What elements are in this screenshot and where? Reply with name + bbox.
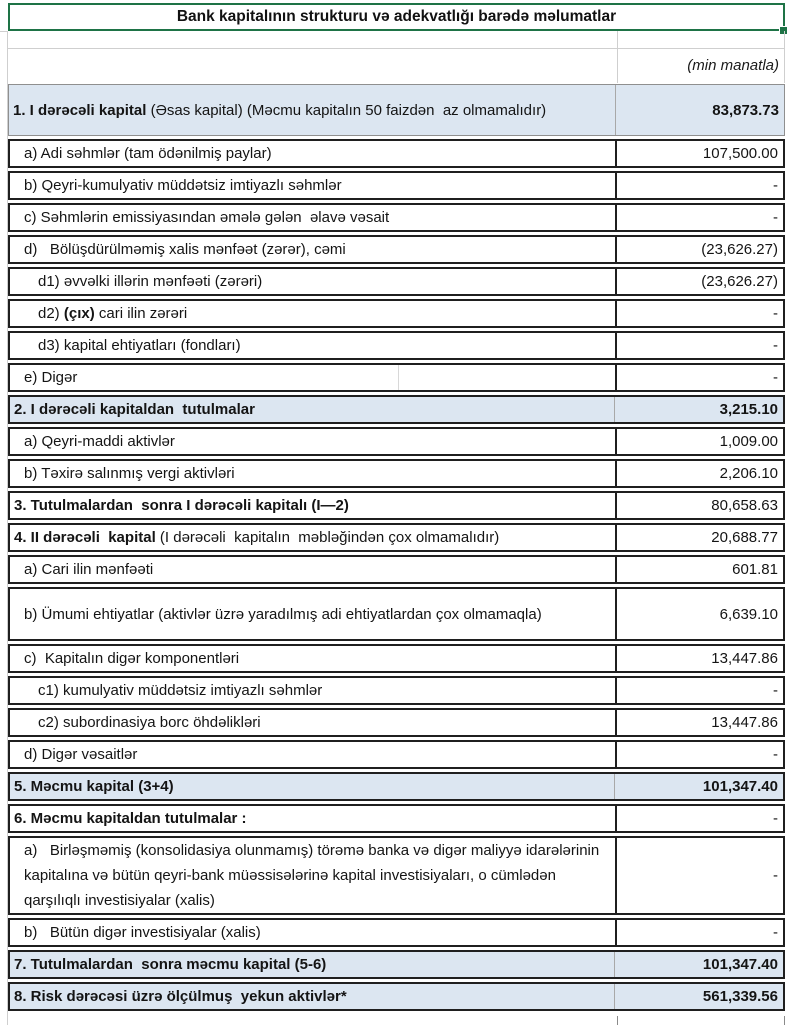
row-value-cell[interactable]: 80,658.63 (615, 493, 783, 518)
table-rows (8, 84, 785, 1014)
table-row-1d3[interactable] (8, 331, 785, 360)
row-value-cell[interactable]: - (615, 920, 783, 945)
row-label-cell[interactable] (10, 920, 615, 945)
row-label-text: (Əsas kapital) (Məcmu kapitalın 50 faizdən az olmamalıdır) (150, 101, 547, 119)
row-label-text: (çıx) (63, 305, 95, 322)
row-label-text: d1) əvvəlki illərin mənfəəti (zərəri) (38, 273, 263, 290)
table-row-4[interactable] (8, 523, 785, 552)
row-value-cell[interactable]: 101,347.40 (614, 952, 783, 977)
row-value-cell[interactable]: - (615, 838, 783, 913)
table-row-3[interactable] (8, 491, 785, 520)
row-value-cell[interactable]: 107,500.00 (615, 141, 783, 166)
row-label-cell[interactable] (10, 493, 615, 518)
table-row-4b[interactable] (8, 587, 785, 641)
row-value-cell[interactable]: - (615, 301, 783, 326)
row-value-cell[interactable]: - (615, 333, 783, 358)
table-row-8[interactable] (8, 982, 785, 1011)
row-label-text: 4. II dərəcəli kapital (14, 529, 160, 546)
row-label-cell[interactable] (10, 646, 615, 671)
row-label-text: c) Səhmlərin emissiyasından əmələ gələn əlavə vəsait (24, 209, 390, 226)
table-row-2[interactable] (8, 395, 785, 424)
row-label-text: 6. Məcmu kapitaldan tutulmalar : (14, 810, 247, 827)
row-label-text: e) Digər (24, 369, 78, 386)
row-label-cell[interactable] (10, 301, 615, 326)
row-value-cell[interactable]: 83,873.73 (615, 85, 784, 135)
row-label-cell[interactable] (10, 774, 614, 799)
row-label-text: b) Qeyri-kumulyativ müddətsiz imtiyazlı səhmlər (24, 177, 342, 194)
row-label-text: 8. Risk dərəcəsi üzrə ölçülmuş yekun aktivlər* (14, 988, 347, 1005)
row-label-cell[interactable] (10, 237, 615, 262)
row-value-cell[interactable]: - (615, 173, 783, 198)
table-row-5[interactable] (8, 772, 785, 801)
row-label-cell[interactable] (10, 333, 615, 358)
row-label-text: a) Birləşməmiş (konsolidasiya olunmamış) törəmə banka və digər maliyyə idarələrinin kapitalına və bütün qeyri-bank müəssisələrinə kapital investisiyaları, o cümlədən qarşılıqlı investisiyalar (xalis) (24, 842, 604, 909)
row-label-cell[interactable] (10, 984, 614, 1009)
row-value-cell[interactable]: 1,009.00 (615, 429, 783, 454)
table-row-6a[interactable] (8, 836, 785, 915)
row-label-cell[interactable] (10, 678, 615, 703)
row-label-cell[interactable] (10, 397, 614, 422)
row-label-text: d) Bölüşdürülməmiş xalis mənfəət (zərər), cəmi (24, 241, 346, 258)
row-value-cell[interactable]: 13,447.86 (615, 646, 783, 671)
table-row-1d[interactable] (8, 235, 785, 264)
row-label-cell[interactable] (10, 952, 614, 977)
row-label-cell[interactable] (10, 429, 615, 454)
unit-note: (min manatla) (687, 56, 779, 74)
row-label-text: a) Adi səhmlər (tam ödənilmiş paylar) (24, 145, 272, 162)
table-row-4d[interactable] (8, 740, 785, 769)
table-row-1d2[interactable] (8, 299, 785, 328)
row-value-cell[interactable]: 101,347.40 (614, 774, 783, 799)
row-value-cell[interactable]: 2,206.10 (615, 461, 783, 486)
table-row-4c2[interactable] (8, 708, 785, 737)
row-label-text: c) Kapitalın digər komponentləri (24, 650, 240, 667)
row-label-cell[interactable] (10, 806, 615, 831)
table-row-2b[interactable] (8, 459, 785, 488)
row-value-cell[interactable]: - (615, 365, 783, 390)
row-label-text: 7. Tutulmalardan sonra məcmu kapital (5-6) (14, 956, 327, 973)
table-row-1b[interactable] (8, 171, 785, 200)
row-label-cell[interactable] (10, 557, 615, 582)
row-value-cell[interactable]: - (615, 742, 783, 767)
row-label-text: a) Qeyri-maddi aktivlər (24, 433, 175, 450)
row-label-cell[interactable] (10, 710, 615, 735)
row-label-cell[interactable] (10, 365, 615, 390)
row-label-cell[interactable] (10, 742, 615, 767)
table-row-2a[interactable] (8, 427, 785, 456)
row-label-text: d) Digər vəsaitlər (24, 746, 138, 763)
row-label-cell[interactable] (9, 98, 615, 123)
row-value-cell[interactable]: (23,626.27) (615, 237, 783, 262)
row-value-cell[interactable]: - (615, 806, 783, 831)
gridline (617, 1016, 618, 1025)
row-label-cell[interactable] (10, 269, 615, 294)
row-label-text: c1) kumulyativ müddətsiz imtiyazlı səhmlər (38, 682, 323, 699)
row-value-cell[interactable]: 601.81 (615, 557, 783, 582)
row-label-text: 5. Məcmu kapital (3+4) (14, 778, 174, 795)
row-value-cell[interactable]: - (615, 205, 783, 230)
title-cell[interactable] (8, 3, 785, 31)
table-row-6b[interactable] (8, 918, 785, 947)
table-row-1a[interactable] (8, 139, 785, 168)
row-value-cell[interactable]: - (615, 678, 783, 703)
table-row-1d1[interactable] (8, 267, 785, 296)
row-label-text: d2) (38, 305, 64, 322)
row-label-cell[interactable] (10, 205, 615, 230)
row-label-text: cari ilin zərəri (94, 305, 188, 322)
row-label-text: a) Cari ilin mənfəəti (24, 561, 154, 578)
table-row-6[interactable] (8, 804, 785, 833)
table-row-4a[interactable] (8, 555, 785, 584)
table-row-1e[interactable] (8, 363, 785, 392)
row-label-text: (I dərəcəli kapitalın məbləğindən çox olmamalıdır) (159, 529, 500, 546)
row-label-text: b) Təxirə salınmış vergi aktivləri (24, 465, 235, 482)
unit-note-cell[interactable] (8, 50, 785, 80)
row-label-cell[interactable] (10, 141, 615, 166)
row-value-cell[interactable]: 561,339.56 (614, 984, 783, 1009)
table-row-4c[interactable] (8, 644, 785, 673)
row-value-cell[interactable]: 13,447.86 (615, 710, 783, 735)
row-label-cell[interactable] (10, 838, 615, 913)
row-value-cell[interactable]: 6,639.10 (615, 589, 783, 639)
cell-divider (398, 365, 399, 390)
table-row-1c[interactable] (8, 203, 785, 232)
row-label-text: 1. I dərəcəli kapital (13, 101, 151, 119)
row-label-cell[interactable] (10, 173, 615, 198)
row-label-text: 2. I dərəcəli kapitaldan tutulmalar (14, 401, 255, 418)
row-label-text: c2) subordinasiya borc öhdəlikləri (38, 714, 261, 731)
gridline (784, 1016, 785, 1025)
table-row-1[interactable] (8, 84, 785, 136)
row-value-cell[interactable]: (23,626.27) (615, 269, 783, 294)
gridline (7, 48, 785, 49)
row-value-cell[interactable]: 3,215.10 (614, 397, 783, 422)
page-title: Bank kapitalının strukturu və adekvatlığı barədə məlumatlar (176, 8, 617, 25)
row-label-text: d3) kapital ehtiyatları (fondları) (38, 337, 241, 354)
row-label-text: b) Bütün digər investisiyalar (xalis) (24, 924, 261, 941)
table-row-4c1[interactable] (8, 676, 785, 705)
row-label-cell[interactable] (10, 602, 615, 627)
table-row-7[interactable] (8, 950, 785, 979)
row-label-cell[interactable] (10, 461, 615, 486)
row-value-cell[interactable]: 20,688.77 (615, 525, 783, 550)
row-label-text: 3. Tutulmalardan sonra I dərəcəli kapitalı (I—2) (14, 497, 349, 514)
row-label-text: b) Ümumi ehtiyatlar (aktivlər üzrə yaradılmış adi ehtiyatlardan çox olmamaqla) (24, 605, 542, 623)
row-label-cell[interactable] (10, 525, 615, 550)
